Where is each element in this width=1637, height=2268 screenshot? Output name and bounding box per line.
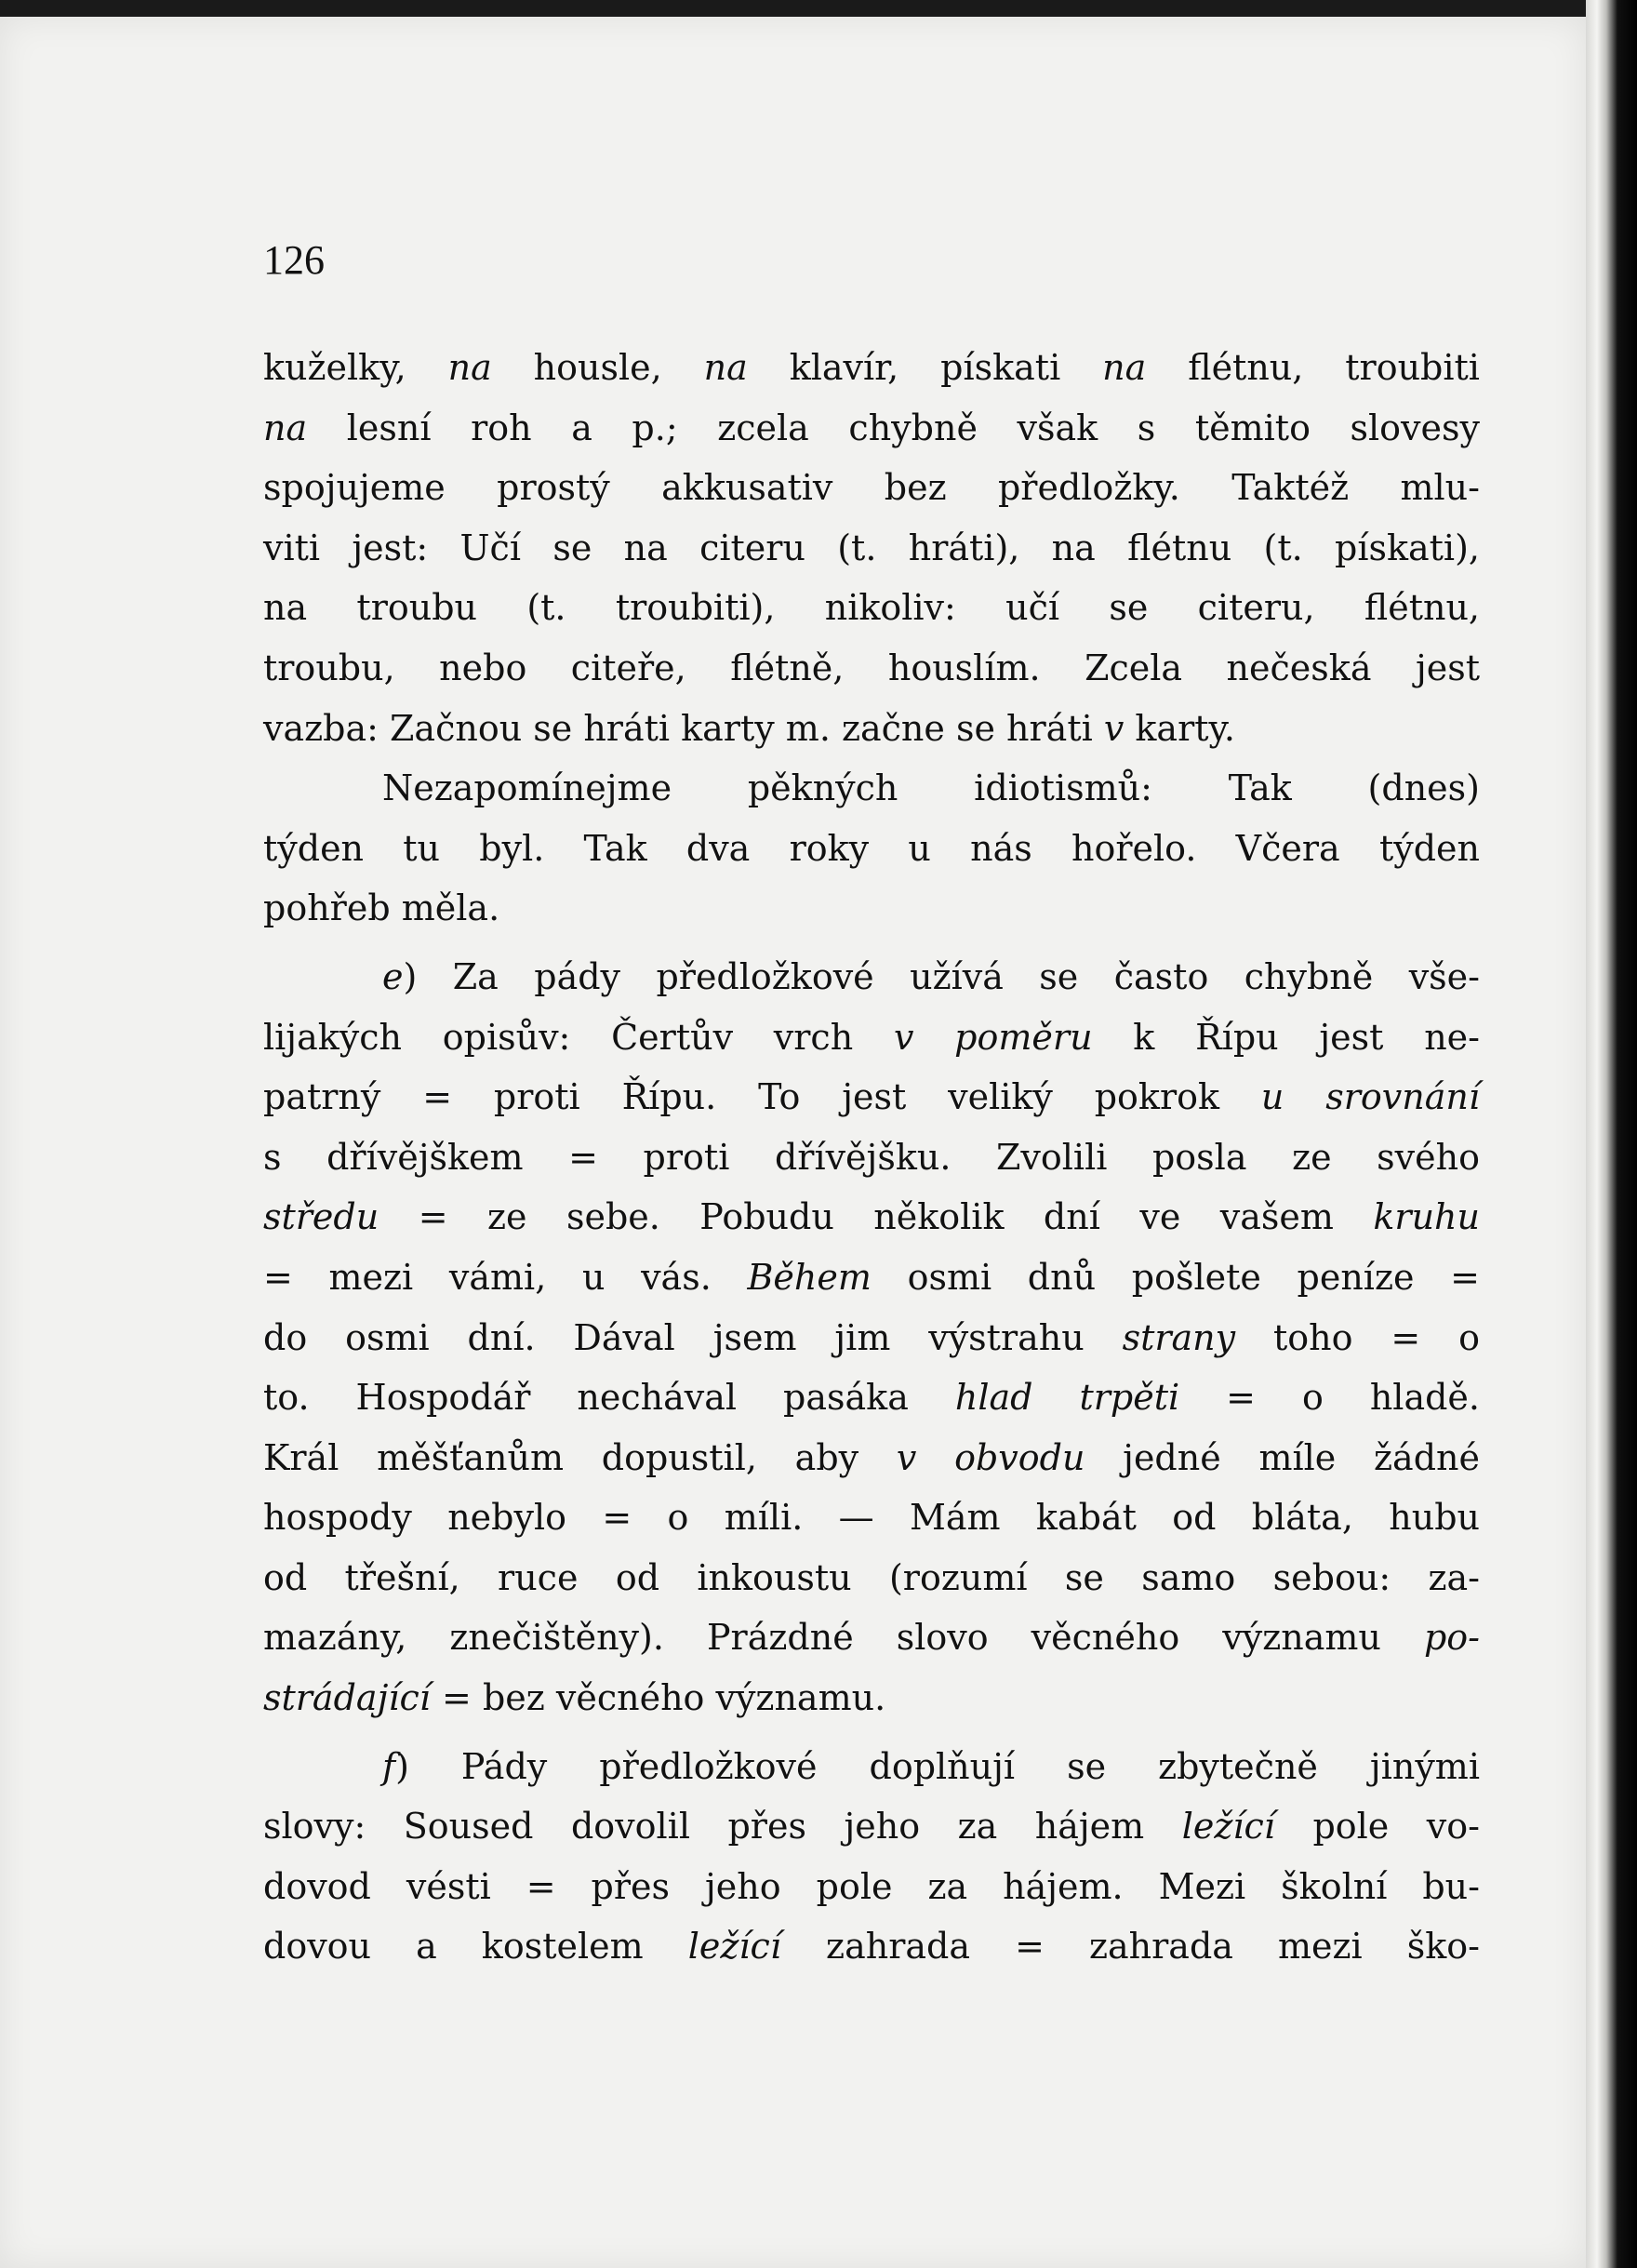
italic-run: na xyxy=(1102,347,1147,388)
italic-run: v obvodu xyxy=(896,1436,1085,1478)
text-line xyxy=(263,947,1480,1007)
text-line xyxy=(263,758,1480,819)
italic-run: ležící xyxy=(1181,1806,1275,1848)
text-line xyxy=(263,1737,1480,1797)
italic-run: f xyxy=(382,1745,396,1787)
text-run: = ze sebe. Pobudu několik dní ve vašem xyxy=(379,1196,1374,1238)
text-run: slovy: Soused dovolil přes jeho za hájem xyxy=(263,1806,1182,1848)
text-run: pole vo- xyxy=(1274,1806,1480,1848)
text-run: klavír, pískati xyxy=(747,347,1103,388)
italic-run: strany xyxy=(1122,1316,1236,1358)
text-run: Nezapomínejme pěkných idiotismů: Tak (dnes) xyxy=(382,767,1480,809)
text-run: Král měšťanům dopustil, aby xyxy=(263,1436,897,1478)
italic-run: v xyxy=(1103,707,1125,749)
page-edge-shadow xyxy=(1586,0,1637,2268)
text-line xyxy=(263,1916,1480,1977)
text-run: zahrada = zahrada mezi ško- xyxy=(780,1926,1480,1968)
text-line xyxy=(263,1608,1480,1668)
text-run: ) Pády předložkové doplňují se zbytečně jinými xyxy=(395,1745,1480,1787)
text-run: k Řípu jest ne- xyxy=(1092,1016,1480,1058)
italic-run: kruhu xyxy=(1373,1196,1480,1238)
text-line xyxy=(263,1488,1480,1548)
text-line xyxy=(263,1367,1480,1428)
italic-run: strádající xyxy=(263,1677,431,1719)
text-run: = mezi vámi, u vás. xyxy=(263,1256,748,1298)
text-run: s dřívějškem = proti dřívějšku. Zvolili posla ze svého xyxy=(263,1136,1480,1178)
text-run: toho = o xyxy=(1235,1316,1480,1358)
text-line xyxy=(263,1668,1480,1728)
italic-run: v poměru xyxy=(893,1016,1093,1058)
text-run: viti jest: Učí se na citeru (t. hráti), na flétnu (t. pískati), xyxy=(263,527,1480,568)
text-line xyxy=(263,398,1480,459)
text-run: týden tu byl. Tak dva roky u nás hořelo. Včera týden xyxy=(263,827,1480,869)
text-line xyxy=(263,1247,1480,1308)
paragraph-gap xyxy=(263,939,1480,947)
text-line xyxy=(263,1548,1480,1608)
text-run: = o hladě. xyxy=(1179,1377,1481,1419)
text-line xyxy=(263,1428,1480,1488)
text-line xyxy=(263,458,1480,518)
text-run: mazány, znečištěny). Prázdné slovo věcného významu xyxy=(263,1617,1424,1659)
book-page xyxy=(0,17,1586,2268)
text-line xyxy=(263,1187,1480,1247)
text-run: hospody nebylo = o míli. — Mám kabát od bláta, hubu xyxy=(263,1497,1480,1539)
page-number: 126 xyxy=(263,237,325,283)
text-run: kuželky, xyxy=(263,347,448,388)
text-run: od třešní, ruce od inkoustu (rozumí se samo sebou: za- xyxy=(263,1556,1480,1598)
text-run: = bez věcného významu. xyxy=(430,1677,886,1719)
text-run: jedné míle žádné xyxy=(1085,1436,1480,1478)
text-line xyxy=(263,338,1480,398)
paragraph-p4 xyxy=(263,1737,1480,1977)
text-run: ) Za pády předložkové užívá se často chybně vše- xyxy=(403,955,1480,997)
text-line xyxy=(263,638,1480,699)
italic-run: hlad trpěti xyxy=(954,1377,1180,1419)
text-line xyxy=(263,878,1480,939)
text-run: flétnu, troubiti xyxy=(1146,347,1480,388)
italic-run: na xyxy=(263,407,308,448)
italic-run: na xyxy=(447,347,492,388)
paragraph-p1 xyxy=(263,338,1480,758)
text-run: pohřeb měla. xyxy=(263,887,500,929)
text-run: vazba: Začnou se hráti karty m. začne se hráti xyxy=(263,707,1104,749)
text-run: housle, xyxy=(491,347,704,388)
text-line xyxy=(263,1127,1480,1188)
text-line xyxy=(263,819,1480,879)
text-line xyxy=(263,1007,1480,1068)
text-run: dovod vésti = přes jeho pole za hájem. Mezi školní bu- xyxy=(263,1865,1480,1907)
text-run: do osmi dní. Dával jsem jim výstrahu xyxy=(263,1316,1123,1358)
text-run: to. Hospodář nechával pasáka xyxy=(263,1377,955,1419)
text-run: karty. xyxy=(1124,707,1236,749)
text-run: spojujeme prostý akkusativ bez předložky. Taktéž mlu- xyxy=(263,467,1480,509)
text-line xyxy=(263,1857,1480,1917)
paragraph-p3 xyxy=(263,947,1480,1728)
italic-run: ležící xyxy=(687,1926,781,1968)
text-line xyxy=(263,578,1480,638)
text-line xyxy=(263,699,1480,759)
text-line xyxy=(263,1067,1480,1127)
text-run: lijakých opisův: Čertův vrch xyxy=(263,1016,894,1058)
paragraph-p2 xyxy=(263,758,1480,939)
text-run: dovou a kostelem xyxy=(263,1926,688,1968)
italic-run: středu xyxy=(263,1196,379,1238)
text-run: lesní roh a p.; zcela chybně však s těmito slovesy xyxy=(307,407,1480,448)
text-run: troubu, nebo citeře, flétně, houslím. Zcela nečeská jest xyxy=(263,647,1480,688)
italic-run: e xyxy=(382,955,404,997)
paragraph-gap xyxy=(263,1728,1480,1737)
italic-run: u srovnání xyxy=(1260,1076,1480,1118)
italic-run: Během xyxy=(747,1256,872,1298)
body-text xyxy=(263,338,1480,1977)
text-run: osmi dnů pošlete peníze = xyxy=(871,1256,1480,1298)
italic-run: na xyxy=(703,347,748,388)
text-line xyxy=(263,518,1480,579)
text-line xyxy=(263,1308,1480,1368)
text-run: na troubu (t. troubiti), nikoliv: učí se citeru, flétnu, xyxy=(263,587,1480,629)
text-run: patrný = proti Řípu. To jest veliký pokrok xyxy=(263,1076,1261,1118)
italic-run: po- xyxy=(1423,1617,1480,1659)
text-line xyxy=(263,1796,1480,1857)
